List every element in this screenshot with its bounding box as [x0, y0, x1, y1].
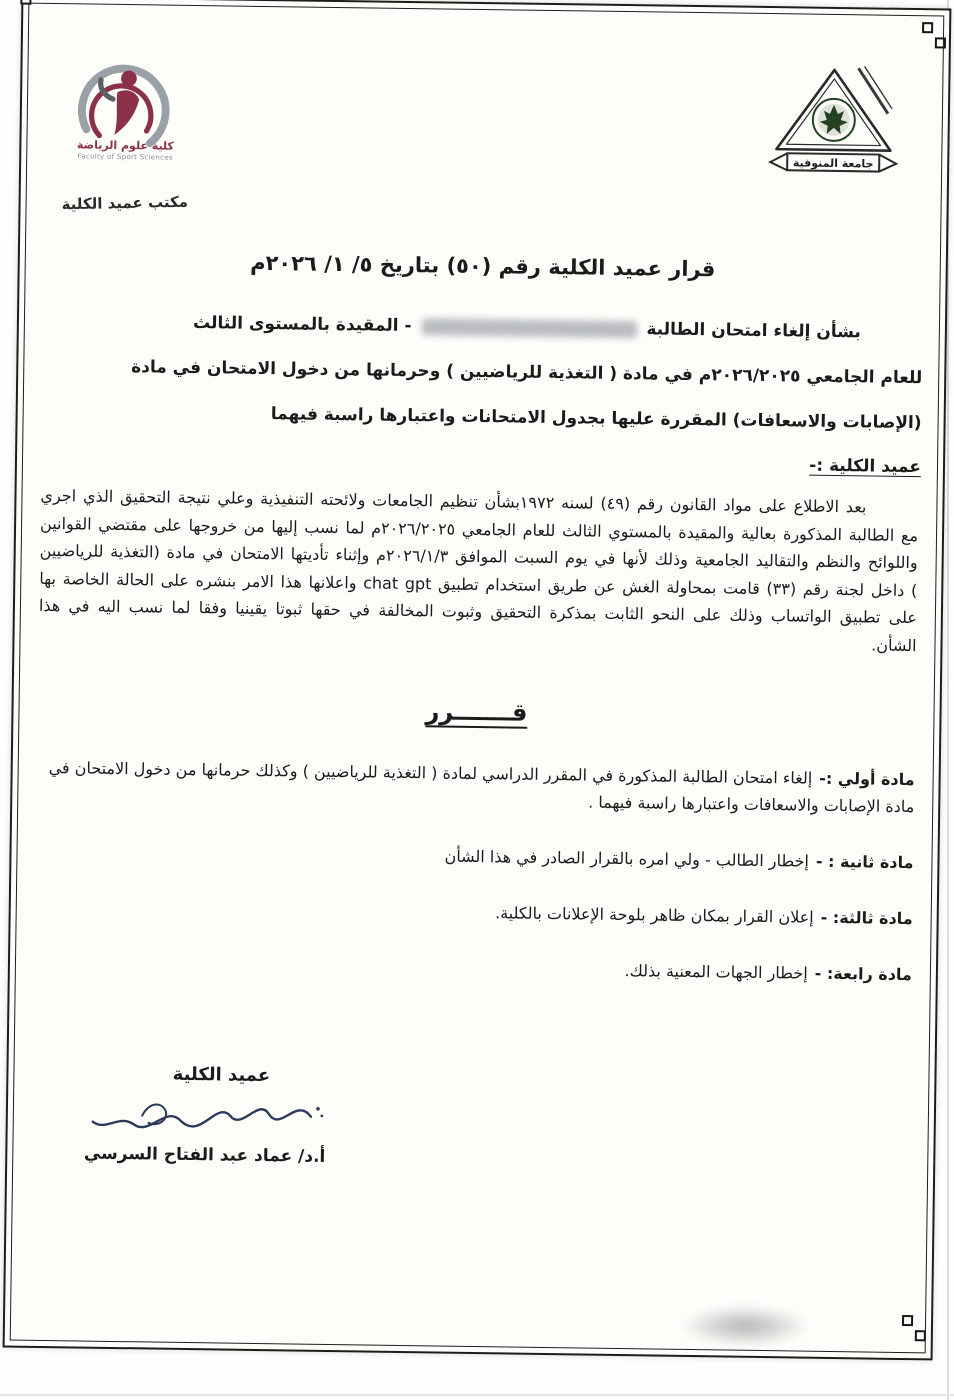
subject-line1-prefix: بشأن إلغاء امتحان الطالبة: [646, 319, 862, 343]
faculty-name-arabic: كلية علوم الرياضة: [76, 138, 174, 153]
university-logo-block: [753, 62, 915, 190]
article-4-label: مادة رابعة: -: [814, 963, 913, 985]
subject-line-3: (الإصابات والاسعافات) المقررة عليها بجدول الامتحانات واعتبارها راسبة فيهما: [270, 404, 922, 434]
dean-salutation: عميد الكلية :-: [809, 455, 922, 478]
decree-title: قرار عميد الكلية رقم (٥٠) بتاريخ ٥/ ١/ ٢٠٢٦م: [250, 250, 716, 282]
inner-frame: [10, 3, 945, 1354]
signature-title: عميد الكلية: [172, 1063, 271, 1087]
university-name: جامعة المنوفية: [792, 156, 874, 171]
article-3: [35, 893, 913, 932]
decree-subject: [39, 308, 923, 477]
menoufia-university-logo-icon: [757, 62, 911, 186]
decision-heading: قـــــــرر: [425, 697, 528, 727]
subject-line1-suffix: - المقيدة بالمستوى الثالث: [192, 313, 412, 337]
article-1-text: إلغاء امتحان الطالبة المذكورة في المقرر الدراسي لمادة ( التغذية للرياضيين ) وكذلك حرمانها من دخول الامتحان في مادة الإصابات والاسعافات واعتبارها راسبة فيهما .: [48, 758, 915, 817]
article-2-label: مادة ثانية : -: [815, 851, 914, 873]
subject-line-1: [41, 308, 923, 346]
scan-smudge-artifact: [680, 1305, 810, 1347]
article-1-label: مادة أولي :-: [819, 768, 915, 790]
scan-bottom-edge: [0, 1394, 954, 1396]
article-2: [35, 837, 913, 876]
signature-name: أ.د/ عماد عبد الفتاح السرسي: [83, 1143, 326, 1167]
dean-office-caption: مكتب عميد الكلية: [61, 192, 188, 214]
decision-heading-wrap: [25, 692, 927, 733]
redacted-student-name: [421, 318, 636, 338]
article-4: [34, 949, 912, 988]
dean-signature-scribble: [75, 1085, 326, 1148]
faculty-logo-block: [44, 46, 206, 213]
article-1: [36, 754, 915, 820]
article-3-text: إعلان القرار بمكان ظاهر بلوحة الإعلانات بالكلية.: [494, 903, 814, 927]
decree-articles: [33, 754, 914, 1017]
article-3-label: مادة ثالثة: -: [820, 907, 913, 929]
decree-preamble: بعد الاطلاع على مواد القانون رقم (٤٩) لسنه ١٩٧٢بشأن تنظيم الجامعات ولائحته التنفيذية وعلي نتيجة التحقيق الذي اجري مع الطالبة المذكورة بعالية والمقيدة بالمستوي الثالث للعام الجامعي ٢٠٢٦/٢٠٢٥م لما نسب إليها من خروجها على مقتضي القوانين واللوائح والنظم والتقاليد الجامعية وذلك لأنها في يوم السبت الموافق ٢٠٢٦/١/٣م وإثناء تأديتها الامتحان في مادة (التغذية للرياضيين ) داخل لجنة رقم (٣٣) قامت بمحاولة الغش عن طريق استخدام تطبيق chat gpt واعلانها هذا الامر بنشره على الحالة الخاصة بها على تطبيق الواتساب وذلك على النحو الثابت بمذكرة التحقيق وثبوت المخالفة في حقها ثبوتا يقينيا وفقا لما نسب اليه في هذا الشأن.: [38, 485, 919, 655]
document-sheet: [3, 0, 952, 1360]
signature-block: [45, 1062, 326, 1167]
document-content: [17, 10, 937, 1346]
article-4-text: إخطار الجهات المعنية بذلك.: [624, 961, 808, 983]
subject-line-2: للعام الجامعي ٢٠٢٦/٢٠٢٥م في مادة ( التغذية للرياضيين ) وحرمانها من دخول الامتحان في مادة: [131, 357, 923, 389]
article-2-text: إخطار الطالب - ولي امره بالقرار الصادر في هذا الشأن: [444, 846, 810, 871]
faculty-name-english: Faculty of Sport Sciences: [77, 152, 173, 162]
